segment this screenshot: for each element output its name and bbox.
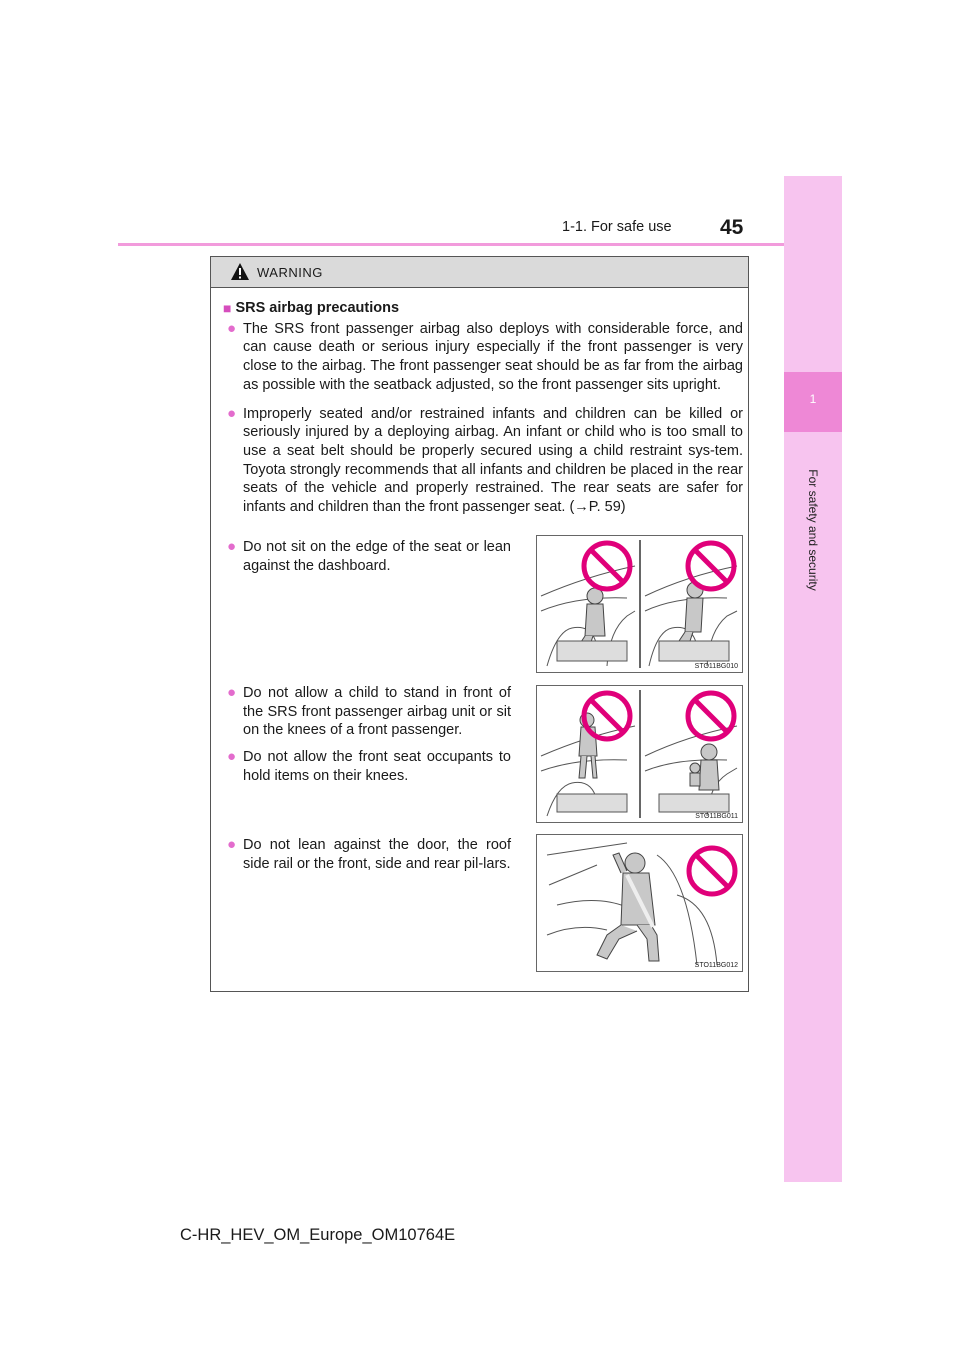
list-item <box>223 836 511 873</box>
illustration-leaning-door <box>536 834 743 972</box>
warning-triangle-icon <box>230 262 250 281</box>
document-id: C-HR_HEV_OM_Europe_OM10764E <box>180 1226 456 1244</box>
warning-content <box>223 299 743 517</box>
circle-bullet-icon: ● <box>227 404 237 422</box>
list-item-text: Do not allow a child to stand in front of the SRS front passenger airbag unit or sit on the knees of a front passenger. <box>243 685 511 739</box>
warning-heading <box>223 299 743 318</box>
header-rule <box>118 243 784 246</box>
circle-bullet-icon: ● <box>227 748 237 766</box>
warning-heading-text: SRS airbag precautions <box>235 300 400 316</box>
section-title: 1-1. For safe use <box>562 219 672 235</box>
list-item-text: Do not lean against the door, the roof side rail or the front, side and rear pil-lars. <box>243 837 511 872</box>
list-item <box>223 748 511 785</box>
figure-row-text <box>223 682 511 794</box>
chapter-side-tab <box>784 176 842 1182</box>
list-item <box>223 684 511 740</box>
illustration-child-standing <box>536 685 743 823</box>
list-item-text: Improperly seated and/or restrained infants and children can be killed or seriously injured by a deploying airbag. An infant or child who is too small to use a seat belt should be properly secured using a child restraint sys-tem. Toyota strongly recommends that all infants and children be placed in the rear seats of the vehicle and properly restrained. The rear seats are safer for infants and children than the front passenger seat. (→P. 59) <box>243 405 743 516</box>
warning-label: WARNING <box>257 265 323 280</box>
figure-code: STO11BG012 <box>694 962 738 969</box>
figure-row-text <box>223 536 511 583</box>
circle-bullet-icon: ● <box>227 538 237 555</box>
list-item-text: Do not allow the front seat occupants to hold items on their knees. <box>243 749 511 784</box>
list-item <box>223 405 743 517</box>
circle-bullet-icon: ● <box>227 319 237 337</box>
warning-box <box>210 256 749 992</box>
warning-header <box>211 257 748 288</box>
square-bullet-icon: ■ <box>223 300 232 316</box>
figure-row-text <box>223 834 511 881</box>
list-item-text: The SRS front passenger airbag also deploys with considerable force, and can cause death or serious injury especially if the front passenger is very close to the airbag. The front passenger seat should be as far from the airbag as possible with the seatback adjusted, so the front passenger sits upright. <box>243 320 743 393</box>
illustration-drawing <box>537 835 742 971</box>
chapter-number: 1 <box>809 392 817 406</box>
list-item <box>223 538 511 575</box>
illustration-drawing <box>537 536 742 672</box>
list-item <box>223 320 743 395</box>
illustration-seated-edge <box>536 535 743 673</box>
circle-bullet-icon: ● <box>227 684 237 701</box>
figure-code: STO11BG010 <box>694 663 738 670</box>
page-number: 45 <box>720 216 744 239</box>
chapter-title: For safety and security <box>806 469 820 591</box>
circle-bullet-icon: ● <box>227 836 237 853</box>
list-item-text: Do not sit on the edge of the seat or lean against the dashboard. <box>243 539 511 574</box>
figure-code: STO11BG011 <box>695 813 738 820</box>
illustration-drawing <box>537 686 742 822</box>
